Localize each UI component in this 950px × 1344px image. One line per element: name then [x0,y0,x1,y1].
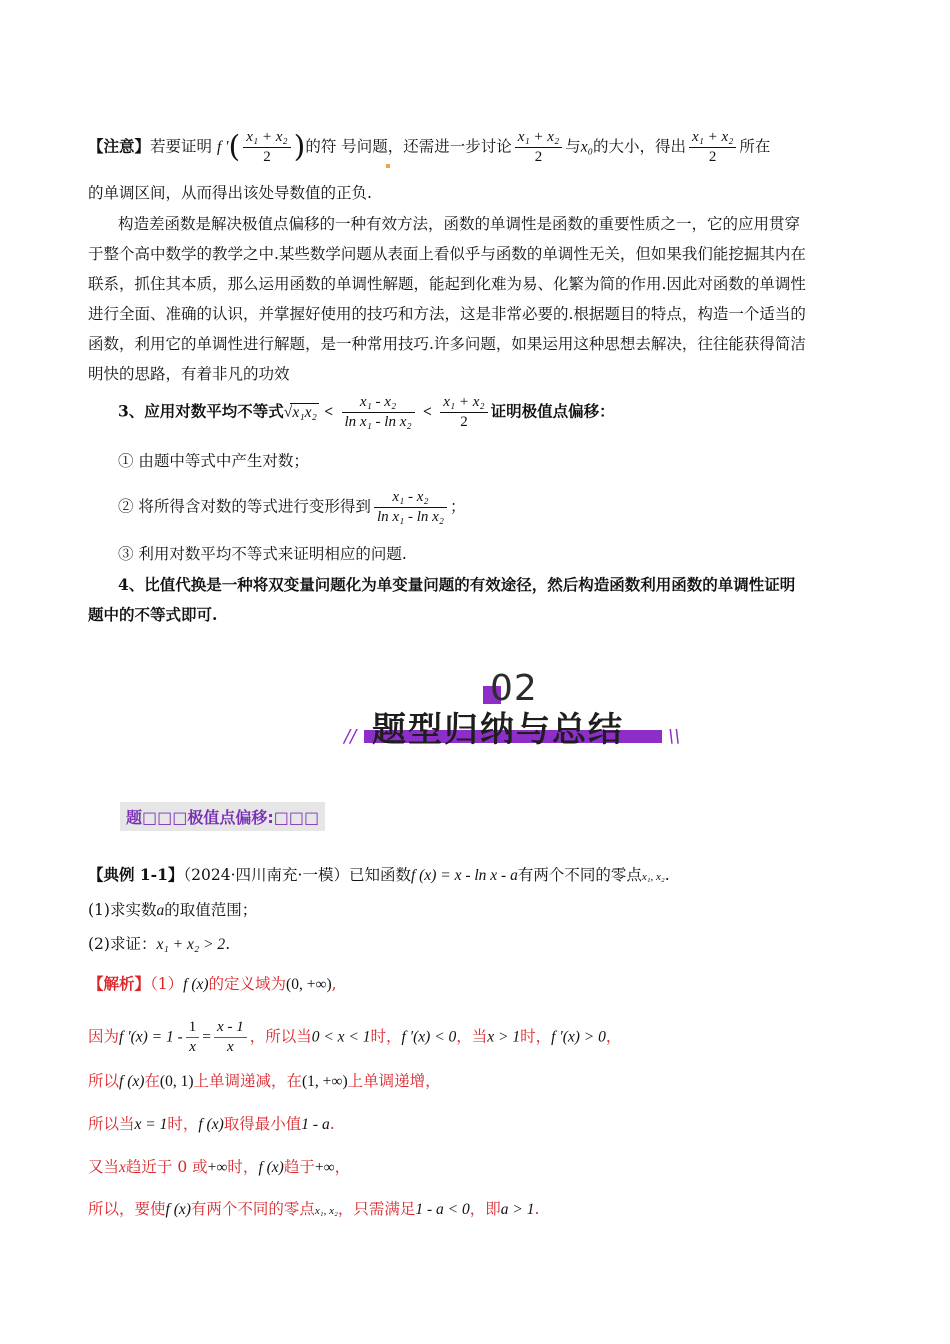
paragraph-line-2: 于整个高中数学的教学之中.某些数学问题从表面上看似乎与函数的单调性无关，但如果我们能挖掘其内在 [88,245,806,263]
solution-line-5: 又当x趋近于 0 或+∞时，f (x)趋于+∞， [88,1158,351,1176]
banner-title: 题型归纳与总结 [372,710,624,750]
example-line: 【典例 1-1】（2024·四川南充·一模）已知函数f (x) = x - ln x - a有两个不同的零点x₁, x₂. [88,865,670,884]
step-3: ③ 利用对数平均不等式来证明相应的问题. [118,545,407,563]
paragraph-line-6: 明快的思路，有着非凡的功效 [88,365,290,383]
paragraph-line-5: 函数，利用它的单调性进行解题，是一种常用技巧.许多问题，如果运用这种思想去解决，往往能获得简洁 [88,335,806,353]
slash-left-icon: // [344,726,357,747]
solution-line-6: 所以，要使f (x)有两个不同的零点x₁, x₂，只需满足1 - a < 0，即a > 1. [88,1200,540,1218]
solution-line-1: 【解析】（1）f (x)的定义域为(0, +∞), [88,974,337,993]
banner-number: 02 [490,668,538,709]
example-label: 【典例 1-1】 [88,865,184,884]
solution-line-2: 因为f ′(x) = 1 - $\frac{1}{x}$ = $\frac{x - 1}{x}$ ，所以当0 < x < 1时，f ′(x) < 0，当x > 1时，f ′(x) > 0， [88,1019,622,1055]
item-4-line-1: 4、比值代换是一种将双变量问题化为单变量问题的有效途径，然后构造函数利用函数的单调性证明 [118,575,796,594]
item-3-heading: 3、应用对数平均不等式√x₁x₂ < $\frac{\text{x₁ - x₂}}{\text{ln x₁ - ln x₂}}$ < $\frac{\text{x₁ + x₂}}{2}$ 证明极值点偏移： [118,394,615,430]
question-1: (1)求实数a的取值范围； [88,901,258,919]
question-2: (2)求证：x₁ + x₂ > 2. [88,935,231,953]
step-2: ② 将所得含对数的等式进行变形得到 $\frac{\text{x₁ - x₂}}{\text{ln x₁ - ln x₂}}$ ； [118,489,466,525]
paragraph-line-4: 进行全面、准确的认识，并掌握好使用的技巧和方法，这是非常必要的.根据题目的特点，构造一个适当的 [88,305,806,323]
solution-line-4: 所以当x = 1时，f (x)取得最小值1 - a. [88,1115,335,1133]
solution-label: 【解析】 [88,974,151,993]
slash-right-icon: \\ [668,726,681,747]
note-line-1: 【注意】若要证明 f ′( $\frac{\text{x₁ + x₂}}{2}$ )的符 号问题，还需进一步讨论 $\frac{\text{x₁ + x₂}}{2}$ 与x₀的大小，得出 $\frac{\text{x₁ + x₂}}{2}$ 所在 [88,129,771,165]
paragraph-line-1: 构造差函数是解决极值点偏移的一种有效方法，函数的单调性是函数的重要性质之一，它的应用贯穿 [118,215,801,233]
step-1: ① 由题中等式中产生对数； [118,452,309,470]
section-tag: 题□□□极值点偏移:□□□ [120,802,325,831]
item-4-line-2: 题中的不等式即可. [88,605,218,624]
orange-dot-mark [386,164,390,168]
paragraph-line-3: 联系，抓住其本质，那么运用函数的单调性解题，能起到化难为易、化繁为简的作用.因此对函数的单调性 [88,275,806,293]
note-line-2: 的单调区间，从而得出该处导数值的正负. [88,184,372,202]
section-banner [340,664,690,764]
note-fraction: $\frac{\text{x₁ + x₂}}{2}$ [243,128,290,167]
note-label: 【注意】 [88,136,151,156]
solution-line-3: 所以f (x)在(0, 1)上单调递减，在(1, +∞)上单调递增， [88,1072,441,1090]
